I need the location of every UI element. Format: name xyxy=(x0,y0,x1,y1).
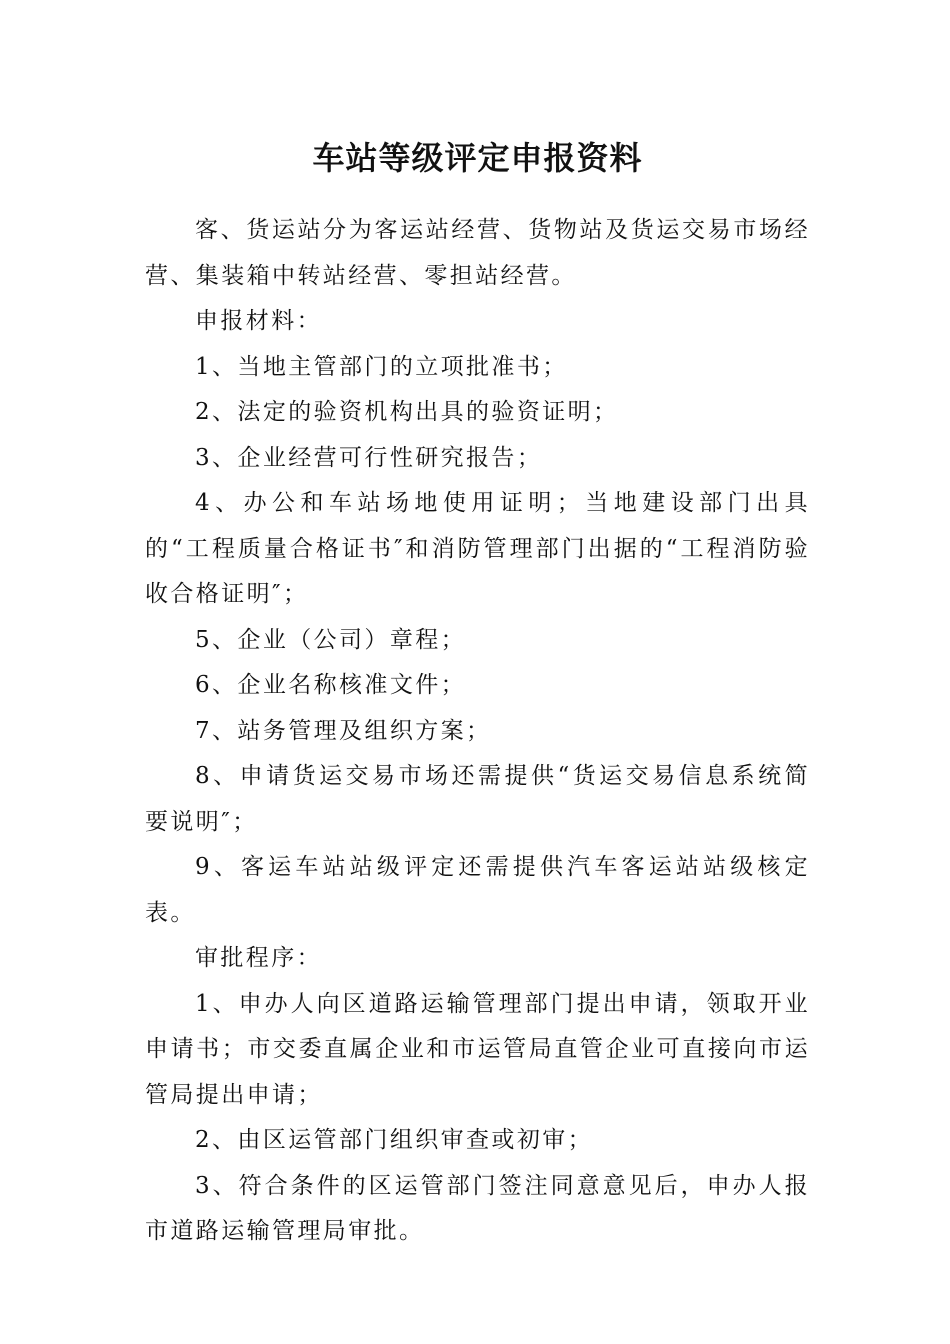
procedure-step-1: 1、申办人向区道路运输管理部门提出申请，领取开业申请书；市交委直属企业和市运管局直管企业可直接向市运管局提出申请； xyxy=(145,990,810,1108)
material-item-9: 9、客运车站站级评定还需提供汽车客运站站级核定表。 xyxy=(145,854,810,926)
material-item-4: 4、办公和车站场地使用证明；当地建设部门出具的“工程质量合格证书″和消防管理部门出据的“工程消防验收合格证明″； xyxy=(145,490,810,607)
paragraph-intro: 客、货运站分为客运站经营、货物站及货运交易市场经营、集装箱中转站经营、零担站经营。 xyxy=(145,217,810,289)
procedure-step-3: 3、符合条件的区运管部门签注同意意见后，申办人报市道路运输管理局审批。 xyxy=(145,1172,810,1244)
material-item-1: 1、当地主管部门的立项批准书； xyxy=(195,353,568,380)
material-item-8: 8、申请货运交易市场还需提供“货运交易信息系统简要说明″； xyxy=(145,763,810,835)
material-item-6: 6、企业名称核准文件； xyxy=(195,672,467,698)
material-item-2: 2、法定的验资机构出具的验资证明； xyxy=(195,399,619,425)
material-item-3: 3、企业经营可行性研究报告； xyxy=(195,444,543,471)
document-title: 车站等级评定申报资料 xyxy=(312,139,643,177)
material-item-5: 5、企业（公司）章程； xyxy=(195,626,467,653)
heading-approval-procedure: 审批程序： xyxy=(195,945,322,971)
procedure-step-2: 2、由区运管部门组织审查或初审； xyxy=(195,1127,594,1153)
material-item-7: 7、站务管理及组织方案； xyxy=(195,717,492,744)
heading-application-materials: 申报材料： xyxy=(195,308,322,334)
document-page xyxy=(145,130,810,1255)
